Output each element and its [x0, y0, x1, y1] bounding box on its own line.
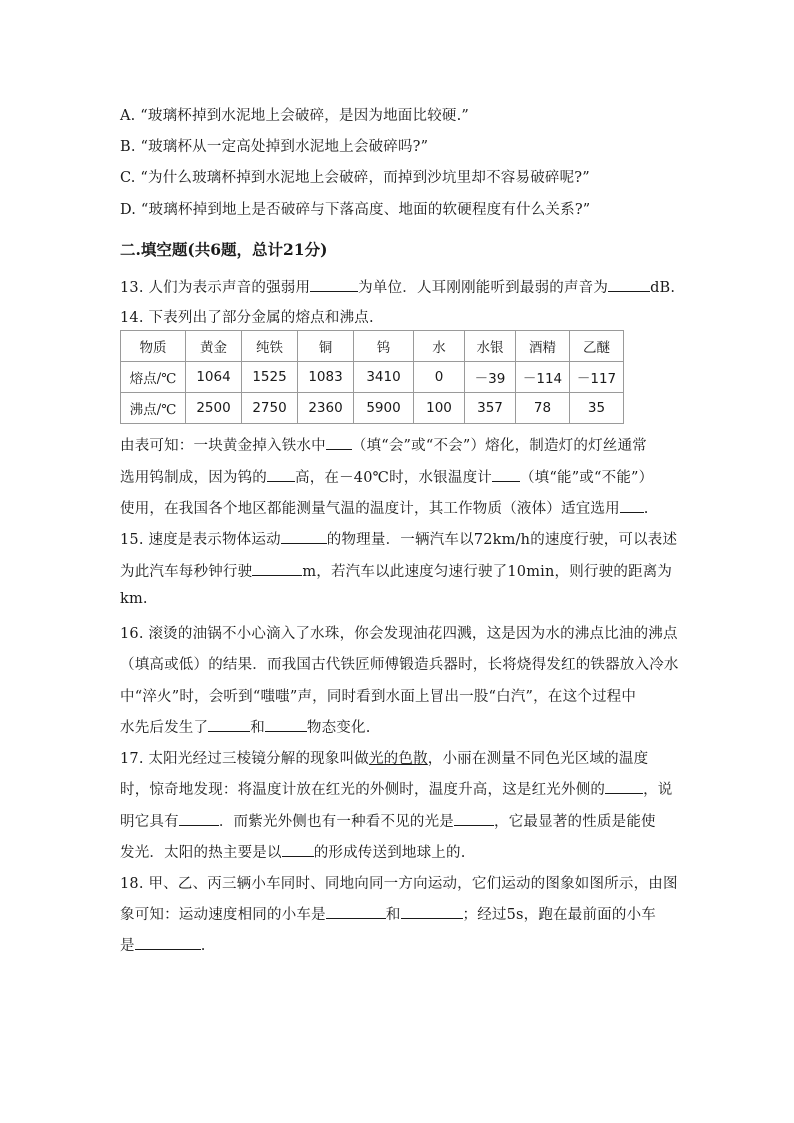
question-18-line-1: 18. 甲、乙、丙三辆小车同时、同地向同一方向运动，它们运动的图象如图所示，由图	[120, 876, 678, 892]
table-cell: 2750	[242, 393, 298, 424]
option-b: B. “玻璃杯从一定高处掉到水泥地上会破碎吗?”	[120, 139, 429, 155]
table-header-cell: 酒精	[516, 331, 570, 362]
section-title: 二.填空题(共6题，总计21分)	[120, 240, 328, 259]
question-16-line-1: 16. 滚烫的油锅不小心滴入了水珠，你会发现油花四溅，这是因为水的沸点比油的沸点	[120, 626, 678, 642]
melting-boiling-table	[120, 330, 624, 424]
answer-blank[interactable]	[135, 935, 201, 950]
question-18-line-2: 象可知：运动速度相同的小车是 和 ；经过5s，跑在最前面的小车	[120, 903, 656, 924]
table-cell: 2500	[186, 393, 242, 424]
answer-blank[interactable]	[620, 498, 644, 513]
question-16-line-3: 中“淬火”时，会听到“嗤嗤”声，同时看到水面上冒出一股“白汽”，在这个过程中	[120, 689, 637, 705]
table-header-row	[121, 331, 624, 362]
table-cell: 35	[570, 393, 624, 424]
question-17-line-2: 时，惊奇地发现：将温度计放在红光的外侧时，温度升高，这是红光外侧的 ，说	[120, 778, 673, 799]
question-18-line-3: 是 .	[120, 934, 206, 955]
table-row-melting	[121, 362, 624, 393]
table-cell: 100	[414, 393, 465, 424]
table-cell: 0	[414, 362, 465, 393]
question-13: 13. 人们为表示声音的强弱用 为单位．人耳刚刚能听到最弱的声音为 dB.	[120, 276, 675, 297]
question-17-line-1: 17. 太阳光经过三棱镜分解的现象叫做光的色散，小丽在测量不同色光区域的温度	[120, 751, 649, 767]
question-15-line-1: 15. 速度是表示物体运动 的物理量．一辆汽车以72km/h的速度行驶，可以表述	[120, 528, 677, 549]
answer-blank[interactable]	[310, 277, 358, 292]
answer-blank[interactable]	[281, 529, 327, 544]
question-15-line-2: 为此汽车每秒钟行驶 m，若汽车以此速度匀速行驶了10min，则行驶的距离为	[120, 560, 672, 581]
answer-blank[interactable]	[267, 467, 295, 482]
table-cell: 3410	[354, 362, 414, 393]
question-16-line-2: （填高或低）的结果．而我国古代铁匠师傅锻造兵器时，长将烧得发红的铁器放入冷水	[120, 657, 679, 673]
question-14-line-2: 选用钨制成，因为钨的 高，在－40℃时，水银温度计 （填“能”或“不能”）	[120, 466, 653, 487]
table-cell: 357	[465, 393, 516, 424]
answer-blank[interactable]	[326, 904, 386, 919]
table-header-cell: 铜	[298, 331, 354, 362]
option-a: A. “玻璃杯掉到水泥地上会破碎，是因为地面比较硬.”	[120, 108, 470, 124]
answer-blank[interactable]	[454, 811, 494, 826]
table-row-boiling	[121, 393, 624, 424]
answer-blank[interactable]	[401, 904, 463, 919]
question-15-line-3: km.	[120, 591, 148, 607]
question-14-line-3: 使用，在我国各个地区都能测量气温的温度计，其工作物质（液体）适宜选用 .	[120, 497, 649, 518]
answer-blank[interactable]	[208, 717, 250, 732]
question-17-line-3: 明它具有 ．而紫光外侧也有一种看不见的光是 ，它最显著的性质是能使	[120, 810, 656, 831]
answer-blank[interactable]	[179, 811, 219, 826]
table-cell: －117	[570, 362, 624, 393]
table-header-cell: 黄金	[186, 331, 242, 362]
option-d: D. “玻璃杯掉到地上是否破碎与下落高度、地面的软硬程度有什么关系?”	[120, 202, 591, 218]
answer-blank[interactable]	[265, 717, 307, 732]
question-14-intro: 14. 下表列出了部分金属的熔点和沸点.	[120, 310, 374, 326]
table-header-cell: 水	[414, 331, 465, 362]
table-cell: 2360	[298, 393, 354, 424]
table-cell: 5900	[354, 393, 414, 424]
question-16-line-4: 水先后发生了 和 物态变化.	[120, 716, 371, 737]
answer-blank[interactable]	[608, 277, 650, 292]
answer-blank[interactable]	[252, 561, 302, 576]
table-header-cell: 钨	[354, 331, 414, 362]
answer-blank[interactable]	[282, 842, 314, 857]
table-header-cell: 水银	[465, 331, 516, 362]
answer-blank[interactable]	[605, 779, 643, 794]
option-c: C. “为什么玻璃杯掉到水泥地上会破碎，而掉到沙坑里却不容易破碎呢?”	[120, 170, 590, 186]
table-cell: 1525	[242, 362, 298, 393]
filled-answer: 光的色散	[368, 751, 428, 767]
question-14-line-1: 由表可知：一块黄金掉入铁水中 （填“会”或“不会”）熔化，制造灯的灯丝通常	[120, 434, 647, 455]
table-cell: 78	[516, 393, 570, 424]
answer-blank[interactable]	[326, 435, 352, 450]
answer-blank[interactable]	[492, 467, 520, 482]
table-cell: －39	[465, 362, 516, 393]
table-cell: 1083	[298, 362, 354, 393]
question-17-line-4: 发光．太阳的热主要是以 的形成传送到地球上的.	[120, 841, 466, 862]
table-header-cell: 物质	[121, 331, 186, 362]
table-header-cell: 乙醚	[570, 331, 624, 362]
table-header-cell: 纯铁	[242, 331, 298, 362]
table-cell: 1064	[186, 362, 242, 393]
table-row-label: 熔点/℃	[121, 362, 186, 393]
table-row-label: 沸点/℃	[121, 393, 186, 424]
table-cell: －114	[516, 362, 570, 393]
